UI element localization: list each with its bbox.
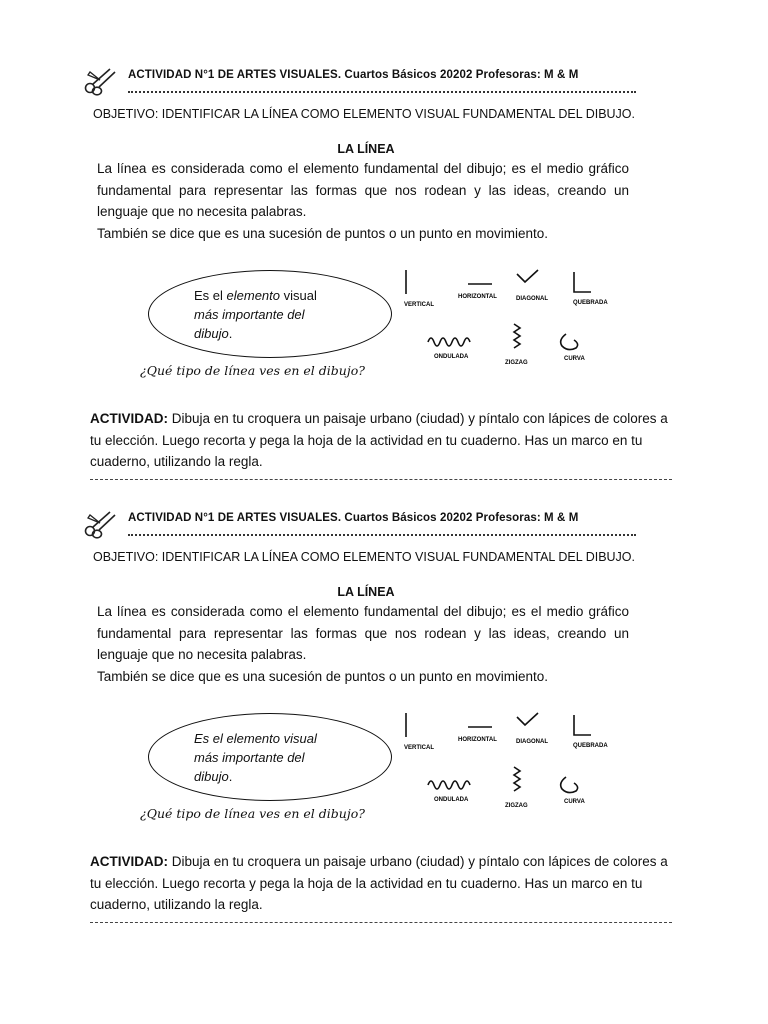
- sheet-header: ACTIVIDAD N°1 DE ARTES VISUALES. Cuartos Básicos 20202 Profesoras: M & M: [128, 69, 579, 81]
- callout-text-start: Es el elemento visual: [194, 731, 317, 746]
- zigzag-line-icon: [514, 324, 520, 348]
- paragraph-definition: La línea es considerada como el elemento fundamental del dibujo; es el medio gráfico fundamental para representar las formas que nos rodean y las ideas, creando un lenguaje que no necesita palabras.: [97, 604, 629, 662]
- line-types-figure: [398, 709, 628, 819]
- curve-line-icon: [561, 334, 578, 350]
- broken-line-icon: [574, 715, 591, 735]
- label-curva: CURVA: [564, 356, 585, 362]
- wavy-line-icon: [428, 338, 470, 346]
- paragraph-points: También se dice que es una sucesión de puntos o un punto en movimiento.: [97, 668, 549, 684]
- callout-text-line2: más importante del: [194, 307, 305, 322]
- callout-text-line3: dibujo: [194, 769, 229, 784]
- intro-paragraph: [97, 158, 629, 244]
- question-text: ¿Qué tipo de línea ves en el dibujo?: [140, 806, 365, 821]
- label-ondulada: ONDULADA: [434, 797, 469, 803]
- label-zigzag: ZIGZAG: [505, 803, 528, 809]
- question-text: ¿Qué tipo de línea ves en el dibujo?: [140, 363, 365, 378]
- label-quebrada: QUEBRADA: [573, 300, 608, 306]
- label-diagonal: DIAGONAL: [516, 739, 548, 745]
- paragraph-definition: La línea es considerada como el elemento fundamental del dibujo; es el medio gráfico fundamental para representar las formas que nos rodean y las ideas, creando un lenguaje que no necesita palabras.: [97, 161, 629, 219]
- callout-text-line2: más importante del: [194, 750, 305, 765]
- intro-paragraph: [97, 601, 629, 687]
- activity-instructions: [90, 408, 680, 473]
- scissors-icon: [84, 509, 118, 539]
- paragraph-points: También se dice que es una sucesión de puntos o un punto en movimiento.: [97, 225, 549, 241]
- label-zigzag: ZIGZAG: [505, 360, 528, 366]
- activity-sheet-2: [0, 505, 768, 945]
- cut-line: [90, 479, 672, 480]
- label-quebrada: QUEBRADA: [573, 743, 608, 749]
- callout-text-mid: visual: [280, 288, 317, 303]
- label-vertical: VERTICAL: [404, 302, 434, 308]
- curve-line-icon: [561, 777, 578, 793]
- label-diagonal: DIAGONAL: [516, 296, 548, 302]
- wavy-line-icon: [428, 781, 470, 789]
- label-ondulada: ONDULADA: [434, 354, 469, 360]
- callout-text: [194, 729, 344, 786]
- activity-text: Dibuja en tu croquera un paisaje urbano (ciudad) y píntalo con lápices de colores a tu elección. Luego recorta y pega la hoja de la actividad en tu cuaderno. Has un marco en tu cuaderno, utilizando la regla.: [90, 854, 668, 912]
- diagonal-line-icon: [517, 713, 538, 725]
- label-curva: CURVA: [564, 799, 585, 805]
- sheet-header: ACTIVIDAD N°1 DE ARTES VISUALES. Cuartos Básicos 20202 Profesoras: M & M: [128, 512, 579, 524]
- activity-label: ACTIVIDAD:: [90, 854, 168, 869]
- callout-text-period: .: [228, 326, 233, 341]
- section-title: LA LÍNEA: [337, 142, 395, 156]
- section-title: LA LÍNEA: [337, 585, 395, 599]
- callout-text: [194, 286, 344, 343]
- objective-line: OBJETIVO: IDENTIFICAR LA LÍNEA COMO ELEMENTO VISUAL FUNDAMENTAL DEL DIBUJO.: [93, 107, 636, 121]
- callout-text-start: Es el: [194, 288, 227, 303]
- activity-text: Dibuja en tu croquera un paisaje urbano (ciudad) y píntalo con lápices de colores a tu elección. Luego recorta y pega la hoja de la actividad en tu cuaderno. Has un marco en tu cuaderno, utilizando la regla.: [90, 411, 668, 469]
- label-vertical: VERTICAL: [404, 745, 434, 751]
- activity-sheet-1: [0, 62, 768, 502]
- callout-text-period: .: [228, 769, 233, 784]
- callout-text-emphasis: elemento: [226, 288, 280, 303]
- broken-line-icon: [574, 272, 591, 292]
- line-types-figure: [398, 266, 628, 376]
- label-horizontal: HORIZONTAL: [458, 737, 497, 743]
- callout-text-line3: dibujo: [194, 326, 229, 341]
- scissors-icon: [84, 66, 118, 96]
- cut-line: [90, 922, 672, 923]
- dotted-divider: [128, 534, 636, 536]
- label-horizontal: HORIZONTAL: [458, 294, 497, 300]
- activity-instructions: [90, 851, 680, 916]
- objective-line: OBJETIVO: IDENTIFICAR LA LÍNEA COMO ELEMENTO VISUAL FUNDAMENTAL DEL DIBUJO.: [93, 550, 636, 564]
- diagonal-line-icon: [517, 270, 538, 282]
- zigzag-line-icon: [514, 767, 520, 791]
- dotted-divider: [128, 91, 636, 93]
- activity-label: ACTIVIDAD:: [90, 411, 168, 426]
